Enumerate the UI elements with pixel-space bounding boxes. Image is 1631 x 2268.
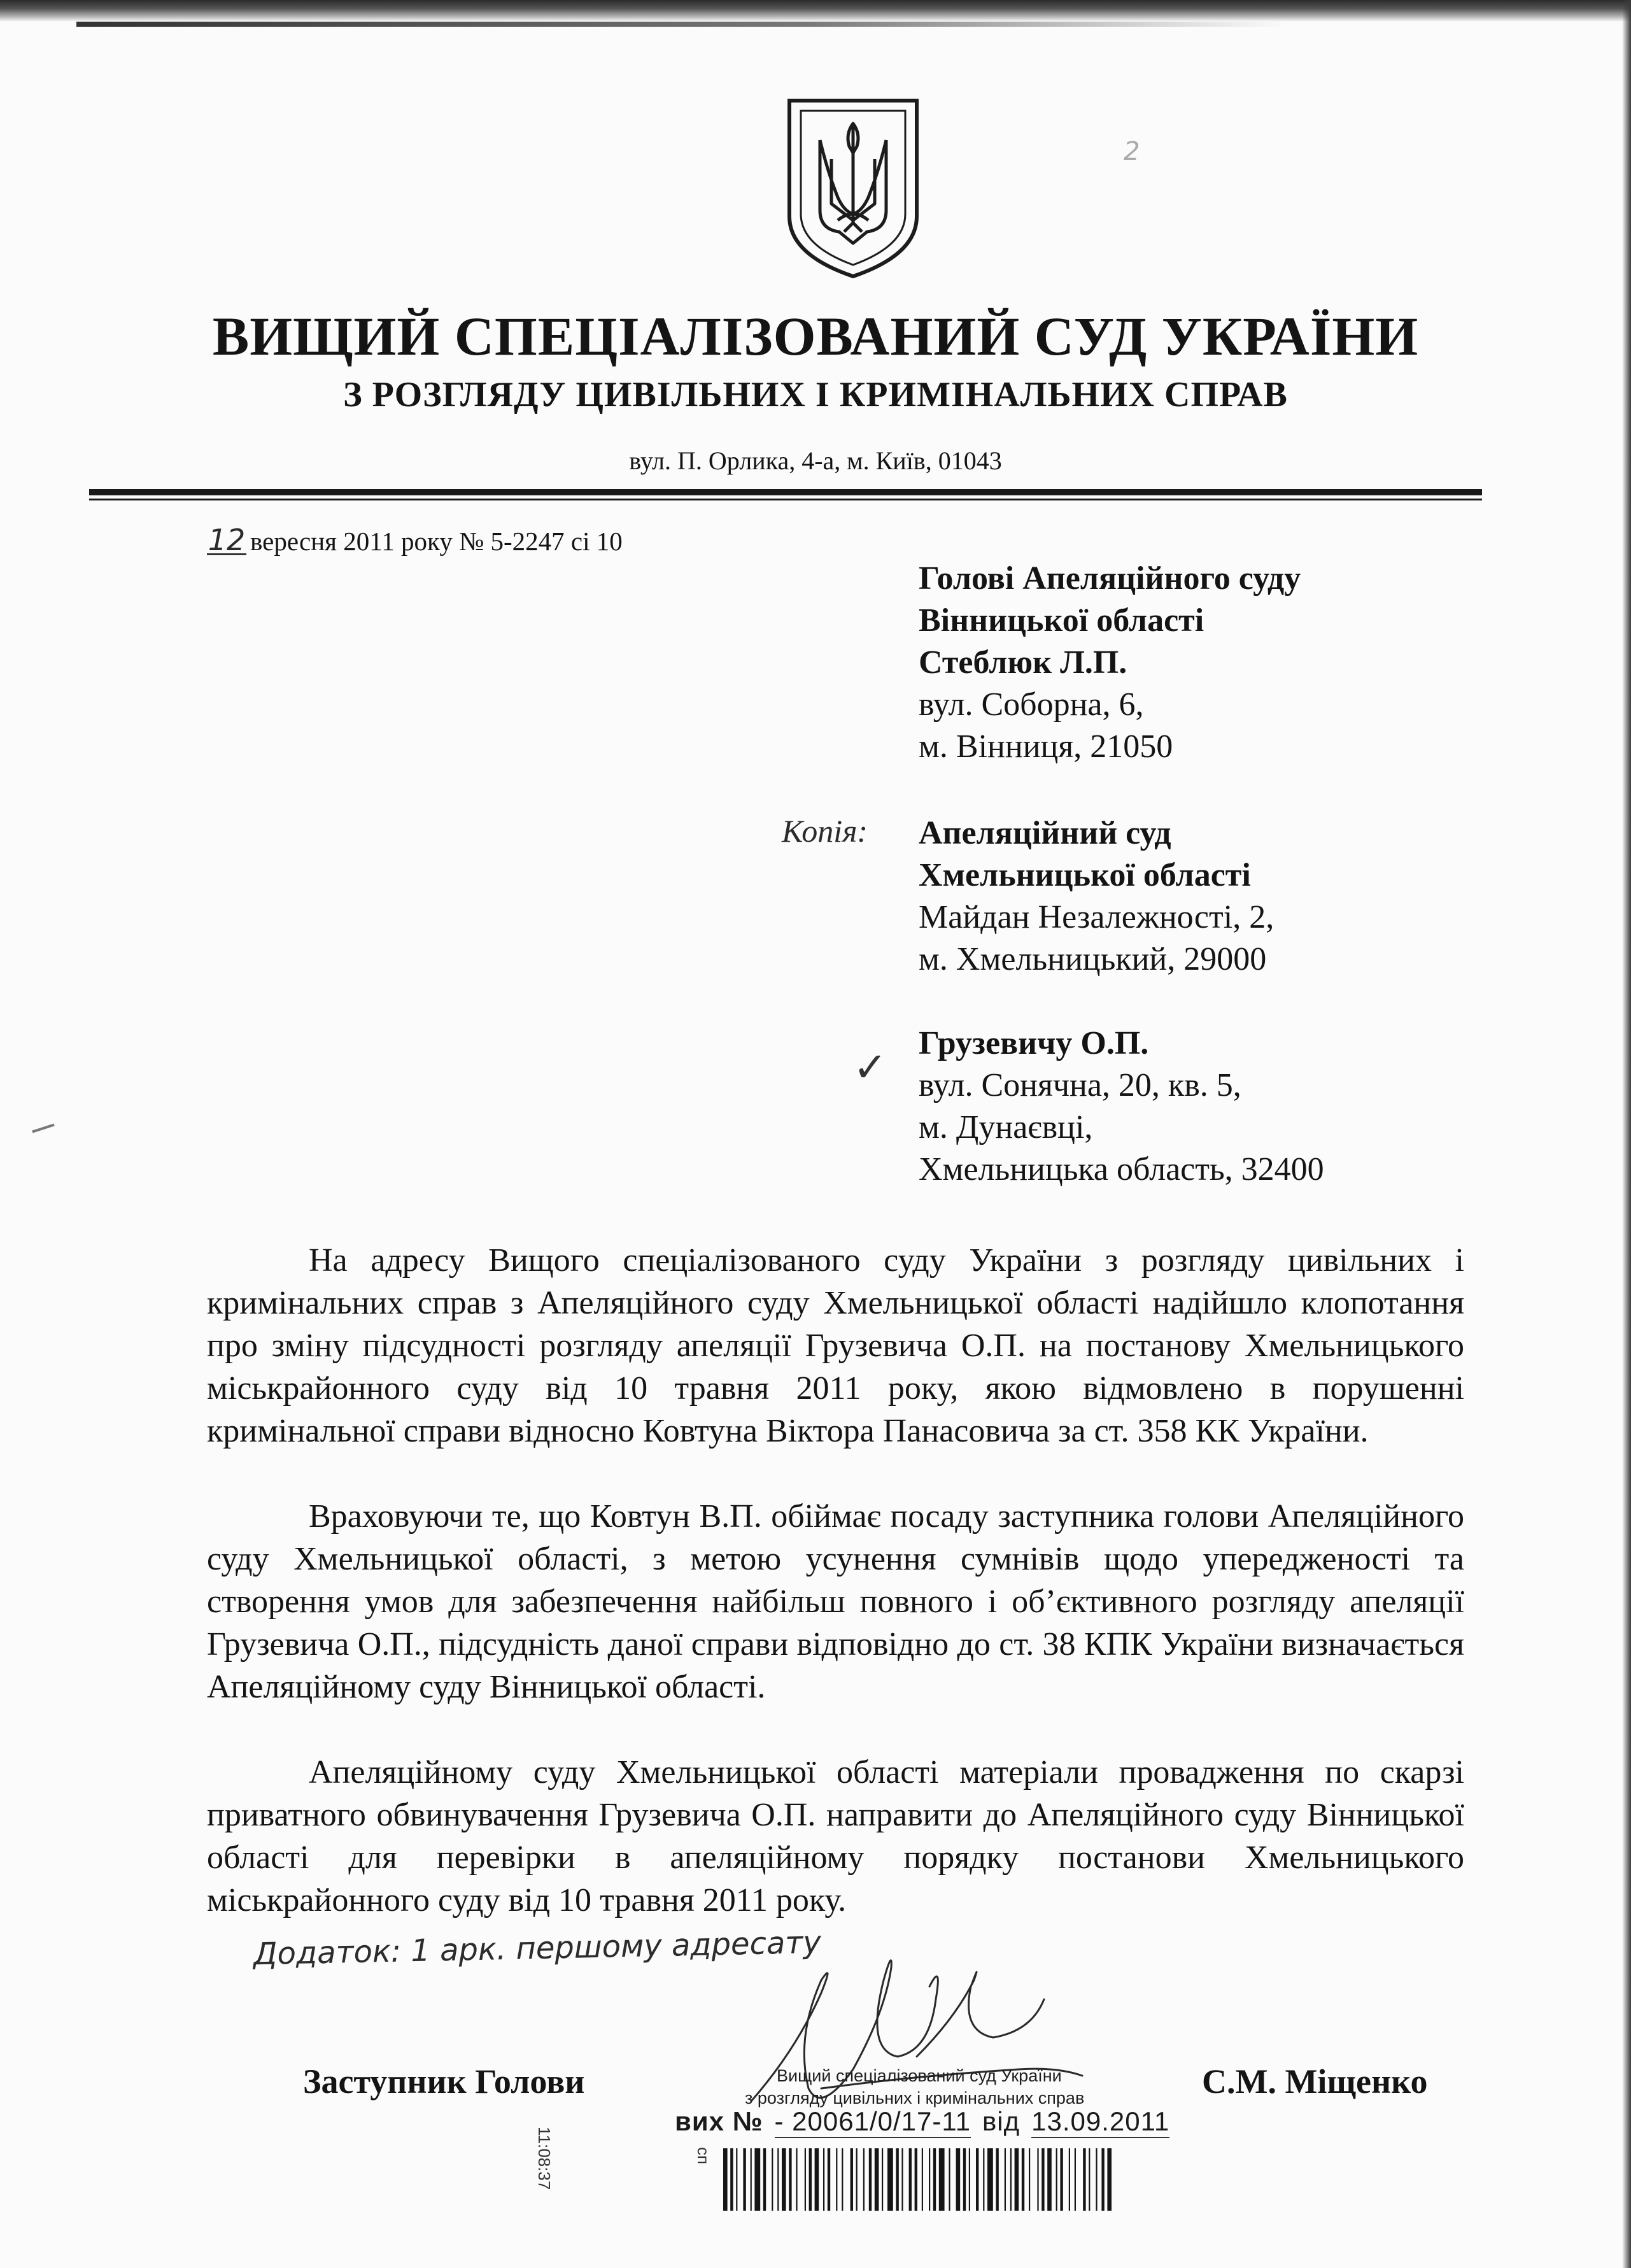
court-address: вул. П. Орлика, 4-а, м. Київ, 01043 [629,446,1002,475]
barcode-bar [875,2148,879,2211]
barcode-bar [933,2148,936,2211]
header-rule [89,489,1482,495]
barcode-bar [901,2148,903,2211]
enclosure-note-handwritten: Додаток: 1 арк. першому адресату [253,1924,822,1973]
stamp-court-line-2: з розгляду цивільних і кримінальних справ [745,2088,1085,2108]
header-rule-thin [89,499,1482,500]
barcode-bar [754,2148,760,2211]
barcode-bar [763,2148,766,2211]
copy-label: Копія: [782,813,868,849]
barcode-bar [956,2148,961,2211]
stamp-outgoing-label: вих № [675,2106,763,2136]
addressee-line-3: Стеблюк Л.П. [919,644,1127,681]
barcode-bar [1075,2148,1076,2211]
court-title: ВИЩИЙ СПЕЦІАЛІЗОВАНИЙ СУД УКРАЇНИ [212,306,1419,367]
copy-court-line-1: Апеляційний суд [919,815,1171,851]
copy-court-line-4: м. Хмельницький, 29000 [919,941,1267,977]
barcode-bar [929,2148,930,2211]
barcode-bar [1029,2148,1030,2211]
barcode-bar [1096,2148,1097,2211]
copy-person-line-4: Хмельницька область, 32400 [919,1151,1324,1187]
stamp-date-label: від [982,2106,1020,2136]
reference-text: вересня 2011 року № 5-2247 сі 10 [250,527,623,556]
addressee-line-5: м. Вінниця, 21050 [919,728,1173,765]
barcode-bar [996,2148,998,2211]
barcode-bar [1015,2148,1019,2211]
addressee-line-2: Вінницької області [919,602,1204,639]
barcode-bar [809,2148,812,2211]
barcode-bar [882,2148,883,2211]
barcode-bar [1107,2148,1112,2211]
copy-court-line-2: Хмельницької області [919,857,1251,893]
page-mark: 2 [1124,137,1140,166]
barcode-bar [1005,2148,1006,2211]
copy-person-block [919,1023,1324,1191]
stamp-side-code: 11:08:37 [535,2127,554,2190]
addressee-block [919,558,1301,768]
check-mark-icon: ✓ [853,1044,887,1091]
barcode-bar [805,2148,806,2211]
copy-court-line-3: Майдан Незалежності, 2, [919,899,1274,935]
barcode-bar [915,2148,917,2211]
barcode-bar [851,2148,853,2211]
body-paragraph-2: Враховуючи те, що Ковтун В.П. обіймає посаду заступника голови Апеляційного суду Хмельницької області, з метою усунення сумнівів щодо упередженості та створення умов для забезпечення найбільш повного і об’єктивного розгляду апеляції Грузевича О.П., підсудність даної справи відповідно до ст. 38 КПК України визначається Апеляційному суду Вінницької області. [207,1498,1464,1705]
scan-left-mark [32,1124,54,1133]
barcode-bar [922,2148,923,2211]
scan-top-edge [0,0,1631,22]
barcode-bar [789,2148,791,2211]
reference-line [207,523,623,557]
reference-day-handwritten: 12 [208,523,246,557]
barcode-bar [1101,2148,1104,2211]
signer-position: Заступник Голови [303,2062,585,2101]
barcode-bar [969,2148,970,2211]
addressee-line-4: вул. Соборна, 6, [919,686,1144,723]
barcode-bar [1060,2148,1063,2211]
barcode-bar [1047,2148,1052,2211]
barcode-bar [1069,2148,1070,2211]
stamp-court-line-1: Вищий спеціалізований суд України [777,2066,1062,2085]
barcode-bar [842,2148,843,2211]
barcode-bar [1056,2148,1057,2211]
barcode-bar [828,2148,830,2211]
copy-person-line-2: вул. Сонячна, 20, кв. 5, [919,1067,1241,1103]
barcode-bar [869,2148,872,2211]
barcode-bar [823,2148,824,2211]
barcode-bar [1083,2148,1085,2211]
copy-person-line-1: Грузевичу О.П. [919,1025,1149,1061]
barcode-bar [976,2148,978,2211]
barcode-bar [983,2148,984,2211]
barcode-bar [949,2148,950,2211]
body-paragraph-1: На адресу Вищого спеціалізованого суду України з розгляду цивільних і кримінальних справ з Апеляційного суду Хмельницької області надійшло клопотання про зміну підсудності розгляду апеляції Грузевича О.П. на постанову Хмельницького міськрайонного суду від 10 травня 2011 року, якою відмовлено в порушенні кримінальної справи відносно Ковтуна Віктора Панасовича за ст. 358 КК України. [207,1242,1464,1449]
barcode-bar [856,2148,858,2211]
barcode-bar [743,2148,745,2211]
barcode-bar [887,2148,893,2211]
barcode-bar [1041,2148,1044,2211]
stamp-small-code: сп [694,2147,713,2165]
barcode-bar [736,2148,737,2211]
barcode-bar [772,2148,773,2211]
scan-top-streak [76,22,1286,27]
copy-person-line-3: м. Дунаєвці, [919,1109,1093,1145]
barcode-bar [815,2148,819,2211]
stamp-date-value: 13.09.2011 [1031,2106,1169,2138]
barcode-bar [1022,2148,1024,2211]
barcode-bar [723,2148,728,2211]
addressee-line-1: Голові Апеляційного суду [919,560,1301,597]
barcode-bar [1089,2148,1090,2211]
stamp-outgoing-number [675,2106,1181,2138]
barcode-bar [777,2148,779,2211]
barcode-bar [987,2148,993,2211]
barcode-bar [836,2148,837,2211]
body-paragraph-3: Апеляційному суду Хмельницької області матеріали провадження по скарзі приватного обвинувачення Грузевича О.П. направити до Апеляційного суду Вінницької області для перевірки в апеляційному порядку постанови Хмельницького міськрайонного суду від 10 травня 2011 року. [207,1754,1464,1918]
stamp-outgoing-value: - 20061/0/17-11 [775,2106,971,2138]
barcode-bar [730,2148,733,2211]
barcode-bar [1037,2148,1038,2211]
copy-court-block [919,812,1274,981]
barcode-bar [909,2148,912,2211]
barcode-bar [1010,2148,1012,2211]
barcode-bar [782,2148,786,2211]
barcode-bar [863,2148,865,2211]
coat-of-arms-icon [783,96,923,280]
barcode-icon [719,2144,1114,2215]
barcode-bar [963,2148,966,2211]
court-subtitle: З РОЗГЛЯДУ ЦИВІЛЬНИХ І КРИМІНАЛЬНИХ СПРАВ [343,375,1288,415]
barcode-bar [796,2148,797,2211]
barcode-bar [939,2148,945,2211]
signer-name: С.М. Міщенко [1202,2062,1428,2101]
barcode-bar [896,2148,898,2211]
barcode-bar [751,2148,752,2211]
